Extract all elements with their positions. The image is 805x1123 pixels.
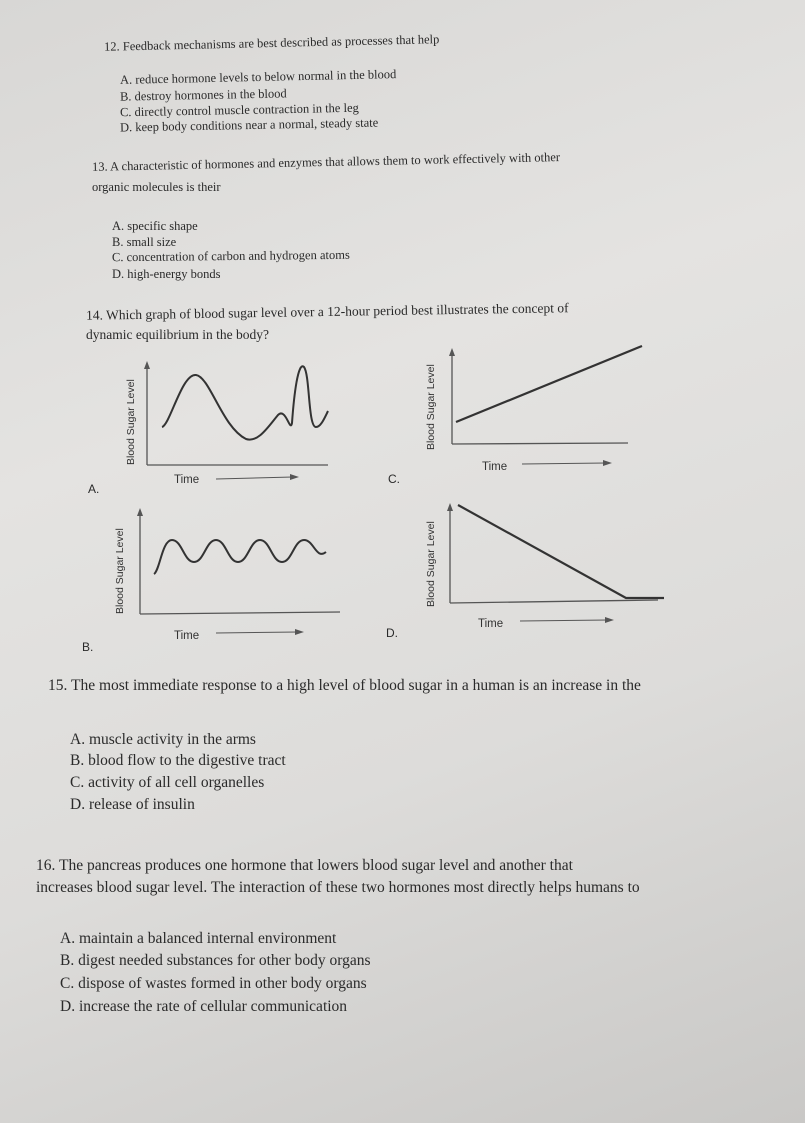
graph-a-label: A. [88,482,100,496]
graph-b-curve [154,540,326,574]
graph-d-time-arrowhead [605,617,614,623]
graph-d-ylabel: Blood Sugar Level [425,521,437,607]
q13-option-d: D. high-energy bonds [112,267,221,281]
q16-option-c: C. dispose of wastes formed in other body organs [60,975,367,992]
q15-option-c: C. activity of all cell organelles [70,774,265,791]
q13-option-c: C. concentration of carbon and hydrogen atoms [111,247,350,265]
graph-d-curve [458,505,664,598]
graph-c [420,340,650,475]
graph-d-x-axis [450,600,658,603]
graph-a-time-arrow [216,477,293,479]
graph-d-time-arrow [520,620,608,621]
graph-c-label: C. [388,472,400,486]
graph-c-ylabel: Blood Sugar Level [425,364,437,450]
graph-b-x-axis [140,612,340,614]
q12-stem: 12. Feedback mechanisms are best described as processes that help [103,32,440,54]
q16-stem-line2: increases blood sugar level. The interaction of these two hormones most directly helps humans to [36,879,640,896]
graph-b-xlabel: Time [174,630,200,642]
q15-option-a: A. muscle activity in the arms [70,731,256,748]
q16-option-a: A. maintain a balanced internal environment [60,930,337,947]
graph-c-time-arrow [522,463,606,464]
graph-b-time-arrowhead [295,629,304,635]
graph-a-curve [162,366,328,439]
q12-option-d: D. keep body conditions near a normal, steady state [119,115,379,135]
graph-b-time-arrow [216,632,298,633]
q13-option-a: A. specific shape [112,219,198,233]
graph-a [118,355,338,485]
graph-d-y-arrow [447,503,453,511]
q16-stem-line1: 16. The pancreas produces one hormone that lowers blood sugar level and another that [36,857,573,874]
q13-option-b: B. small size [112,235,177,249]
graph-a-time-arrowhead [290,474,299,480]
graph-c-y-arrow [449,348,455,356]
q12-option-c: C. directly control muscle contraction in the leg [119,100,359,120]
graph-b-ylabel: Blood Sugar Level [114,528,126,614]
graph-a-y-arrow [144,361,150,369]
q12-option-a: A. reduce hormone levels to below normal in the blood [119,67,397,87]
graph-c-xlabel: Time [482,461,508,473]
q12-option-b: B. destroy hormones in the blood [119,86,287,104]
graph-c-x-axis [452,443,628,444]
q16-option-b: B. digest needed substances for other body organs [60,952,371,969]
graph-c-curve [456,346,642,422]
q14-stem-line1: 14. Which graph of blood sugar level over a 12-hour period best illustrates the concept of [85,300,569,323]
graph-b [108,502,348,644]
q13-stem-line1: 13. A characteristic of hormones and enzymes that allows them to work effectively with other [91,150,561,174]
q15-option-d: D. release of insulin [70,796,195,813]
graph-b-y-arrow [137,508,143,516]
graph-c-time-arrowhead [603,460,612,466]
q15-option-b: B. blood flow to the digestive tract [70,752,286,769]
graph-d-xlabel: Time [478,618,504,630]
graph-a-ylabel: Blood Sugar Level [125,379,137,465]
graph-d [420,495,670,635]
q13-stem-line2: organic molecules is their [92,180,221,194]
graph-a-xlabel: Time [174,474,200,485]
graph-d-label: D. [386,626,398,640]
q14-stem-line2: dynamic equilibrium in the body? [86,327,269,342]
graph-b-label: B. [82,640,94,654]
q15-stem: 15. The most immediate response to a high level of blood sugar in a human is an increase in the [48,677,641,694]
q16-option-d: D. increase the rate of cellular communication [60,998,348,1015]
